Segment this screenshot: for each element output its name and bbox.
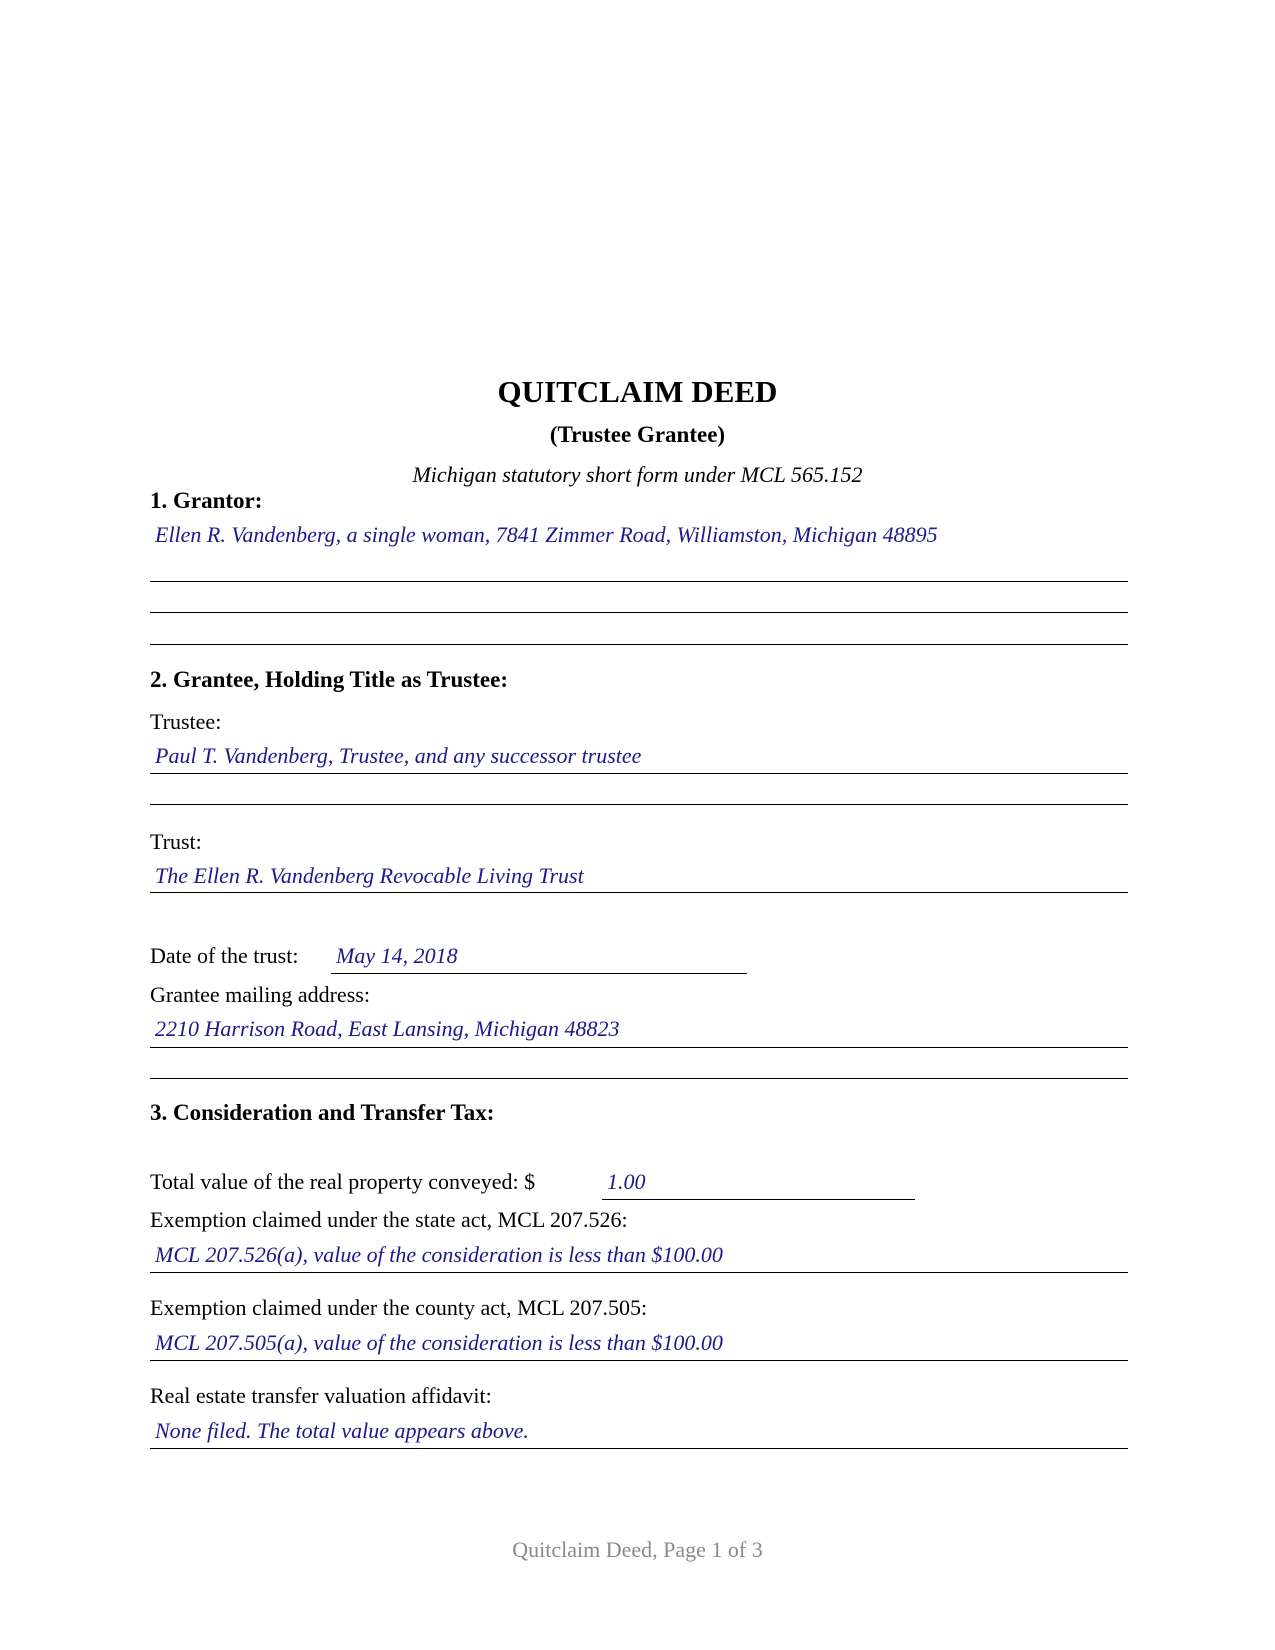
total-value-field[interactable]: 1.00 [607,1169,646,1194]
grantee-address-line-1 [150,1047,1128,1048]
state-exemption-line [150,1272,1128,1273]
grantor-line-3 [150,644,1128,645]
consideration-heading: 3. Consideration and Transfer Tax: [150,1100,495,1125]
trust-date-line [331,973,747,974]
county-exemption-label: Exemption claimed under the county act, MCL 207.505: [150,1295,648,1320]
state-exemption-label: Exemption claimed under the state act, MCL 207.526: [150,1207,628,1232]
grantee-address-label: Grantee mailing address: [150,982,370,1007]
page-footer: Quitclaim Deed, Page 1 of 3 [512,1537,763,1562]
affidavit-label: Real estate transfer valuation affidavit: [150,1383,492,1408]
grantor-field[interactable]: Ellen R. Vandenberg, a single woman, 7841 Zimmer Road, Williamston, Michigan 48895 [155,522,938,547]
grantor-heading: 1. Grantor: [150,488,263,513]
grantor-line-1 [150,581,1128,582]
document-title: QUITCLAIM DEED [497,374,778,409]
grantor-line-2 [150,612,1128,613]
total-value-label: Total value of the real property conveyed: $ [150,1169,536,1194]
state-exemption-field[interactable]: MCL 207.526(a), value of the consideration is less than $100.00 [155,1242,723,1267]
trustee-field[interactable]: Paul T. Vandenberg, Trustee, and any successor trustee [155,743,642,768]
trust-field[interactable]: The Ellen R. Vandenberg Revocable Living Trust [155,863,584,888]
county-exemption-field[interactable]: MCL 207.505(a), value of the consideration is less than $100.00 [155,1330,723,1355]
grantee-heading: 2. Grantee, Holding Title as Trustee: [150,667,508,692]
trust-label: Trust: [150,829,202,854]
grantee-address-field[interactable]: 2210 Harrison Road, East Lansing, Michigan 48823 [155,1016,620,1041]
trust-date-field[interactable]: May 14, 2018 [336,943,458,968]
trustee-line-2 [150,804,1128,805]
document-subtitle: (Trustee Grantee) [549,422,726,447]
trust-line [150,892,1128,893]
trust-date-label: Date of the trust: [150,943,299,968]
county-exemption-line [150,1360,1128,1361]
affidavit-field[interactable]: None filed. The total value appears above. [155,1418,529,1443]
affidavit-line [150,1448,1128,1449]
trustee-label: Trustee: [150,709,222,734]
grantee-address-line-2 [150,1078,1128,1079]
total-value-line [602,1199,915,1200]
statute-note: Michigan statutory short form under MCL 565.152 [412,462,863,487]
trustee-line-1 [150,773,1128,774]
